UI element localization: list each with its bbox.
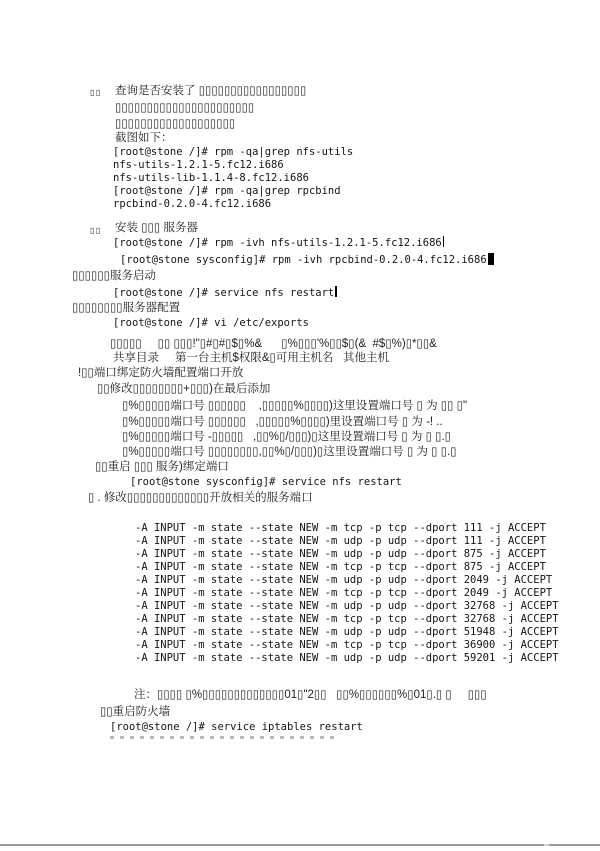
clipped-text-remnant <box>110 736 338 739</box>
iptables-rule: -A INPUT -m state --state NEW -m udp -p udp --dport 875 -j ACCEPT <box>135 548 546 560</box>
list-bullet: ▯▯ <box>90 226 102 235</box>
terminal-line <box>113 286 337 300</box>
section-heading-firewall: !▯▯端口绑定防火墙配置端口开放 <box>78 367 244 379</box>
terminal-line <box>120 253 494 267</box>
section-heading-server-config: ▯▯▯▯▯▯▯▯服务器配置 <box>72 302 181 314</box>
screenshot-label: 截图如下： <box>115 132 173 144</box>
page-bottom-edge <box>0 844 600 846</box>
iptables-rule: -A INPUT -m state --state NEW -m udp -p udp --dport 2049 -j ACCEPT <box>135 574 553 586</box>
restart-bind-line: ▯▯重启 ▯▯▯ 服务)绑定端口 <box>95 461 229 473</box>
section-heading-install: 安装 ▯▯▯ 服务器 <box>115 222 198 234</box>
command-text: [root@stone /]# service nfs restart <box>113 287 335 299</box>
port-config-line: ▯%▯▯▯▯▯端口号 ▯▯▯▯▯▯ ,▯▯▯▯▯%▯▯▯▯)这里设置端口号 ▯ 为 ▯▯ ▯" <box>122 400 468 412</box>
iptables-rule: -A INPUT -m state --state NEW -m tcp -p tcp --dport 2049 -j ACCEPT <box>135 587 553 599</box>
text-cursor <box>335 286 337 297</box>
note-line: ▯▯▯▯▯▯▯▯▯▯▯▯▯▯▯▯▯▯▯▯▯▯ <box>115 102 255 114</box>
modify-line: ▯▯修改▯▯▯▯▯▯▯▯+▯▯▯)在最后添加 <box>97 383 271 395</box>
port-config-line: ▯%▯▯▯▯▯端口号 ▯▯▯▯▯▯ ,▯▯▯▯▯%▯▯▯▯)里设置端口号 ▯ 为 -! .. <box>122 416 443 428</box>
terminal-line <box>113 236 444 250</box>
terminal-line: rpcbind-0.2.0-4.fc12.i686 <box>113 198 272 210</box>
iptables-rule: -A INPUT -m state --state NEW -m udp -p udp --dport 32768 -j ACCEPT <box>135 600 559 612</box>
port-config-line: ▯%▯▯▯▯▯端口号 -▯▯▯▯▯ ,▯▯%▯/▯▯▯)▯这里设置端口号 ▯ 为 ▯ ▯.▯ <box>122 431 451 443</box>
list-bullet: ▯▯ <box>90 88 102 97</box>
terminal-line: [root@stone /]# service iptables restart <box>110 721 363 733</box>
terminal-line: [root@stone sysconfig]# service nfs restart <box>130 476 402 488</box>
iptables-rule: -A INPUT -m state --state NEW -m tcp -p tcp --dport 36900 -j ACCEPT <box>135 639 559 651</box>
command-text: [root@stone /]# rpm -ivh nfs-utils-1.2.1-5.fc12.i686 <box>113 237 442 249</box>
terminal-line: [root@stone /]# rpm -qa|grep nfs-utils <box>113 146 354 158</box>
iptables-rule: -A INPUT -m state --state NEW -m udp -p udp --dport 59201 -j ACCEPT <box>135 652 559 664</box>
restart-firewall-line: ▯▯重启防火墙 <box>100 706 171 718</box>
block-cursor <box>488 253 495 265</box>
iptables-rule: -A INPUT -m state --state NEW -m tcp -p tcp --dport 32768 -j ACCEPT <box>135 613 559 625</box>
terminal-line: nfs-utils-lib-1.1.4-8.fc12.i686 <box>113 172 309 184</box>
iptables-rule: -A INPUT -m state --state NEW -m tcp -p tcp --dport 111 -j ACCEPT <box>135 522 546 534</box>
columns-line: 共享目录 第一台主机$权限&▯可用主机名 其他主机 <box>113 352 389 364</box>
command-text: [root@stone sysconfig]# rpm -ivh rpcbind-0.2.0-4.fc12.i686 <box>120 254 487 266</box>
note-line: 注：▯▯▯▯ ▯%▯▯▯▯▯▯▯▯▯▯▯▯▯01▯"2▯▯ ▯▯%▯▯▯▯▯▯%▯01▯.▯ ▯ ▯▯▯ <box>134 689 487 701</box>
section-heading-service-start: ▯▯▯▯▯▯服务启动 <box>72 270 156 282</box>
iptables-rule: -A INPUT -m state --state NEW -m tcp -p tcp --dport 875 -j ACCEPT <box>135 561 546 573</box>
terminal-line: nfs-utils-1.2.1-5.fc12.i686 <box>113 159 284 171</box>
terminal-line: [root@stone /]# rpm -qa|grep rpcbind <box>113 185 341 197</box>
page-bottom-edge-gap <box>544 844 549 846</box>
garbled-header-line: ▯▯▯▯▯ ▯▯ ▯▯▯!"▯#▯#▯$▯%& ▯%▯▯▯'%▯▯$▯(& #$▯%)▯*▯▯& <box>110 338 437 350</box>
port-config-line: ▯%▯▯▯▯▯端口号 ▯▯▯▯▯▯▯▯,▯▯%▯/▯▯▯)▯这里设置端口号 ▯ 为 ▯ ▯.▯ <box>122 446 457 458</box>
note-line: ▯▯▯▯▯▯▯▯▯▯▯▯▯▯▯▯▯▯▯ <box>115 118 236 130</box>
iptables-rule: -A INPUT -m state --state NEW -m udp -p udp --dport 51948 -j ACCEPT <box>135 626 559 638</box>
section-heading-query: 查询是否安装了 ▯▯▯▯▯▯▯▯▯▯▯▯▯▯▯▯▯ <box>115 85 307 97</box>
text-cursor <box>443 236 445 247</box>
open-ports-line: ▯ . 修改▯▯▯▯▯▯▯▯▯▯▯▯▯开放相关的服务端口 <box>88 492 313 504</box>
terminal-line: [root@stone /]# vi /etc/exports <box>113 317 309 329</box>
iptables-rule: -A INPUT -m state --state NEW -m udp -p udp --dport 111 -j ACCEPT <box>135 535 546 547</box>
